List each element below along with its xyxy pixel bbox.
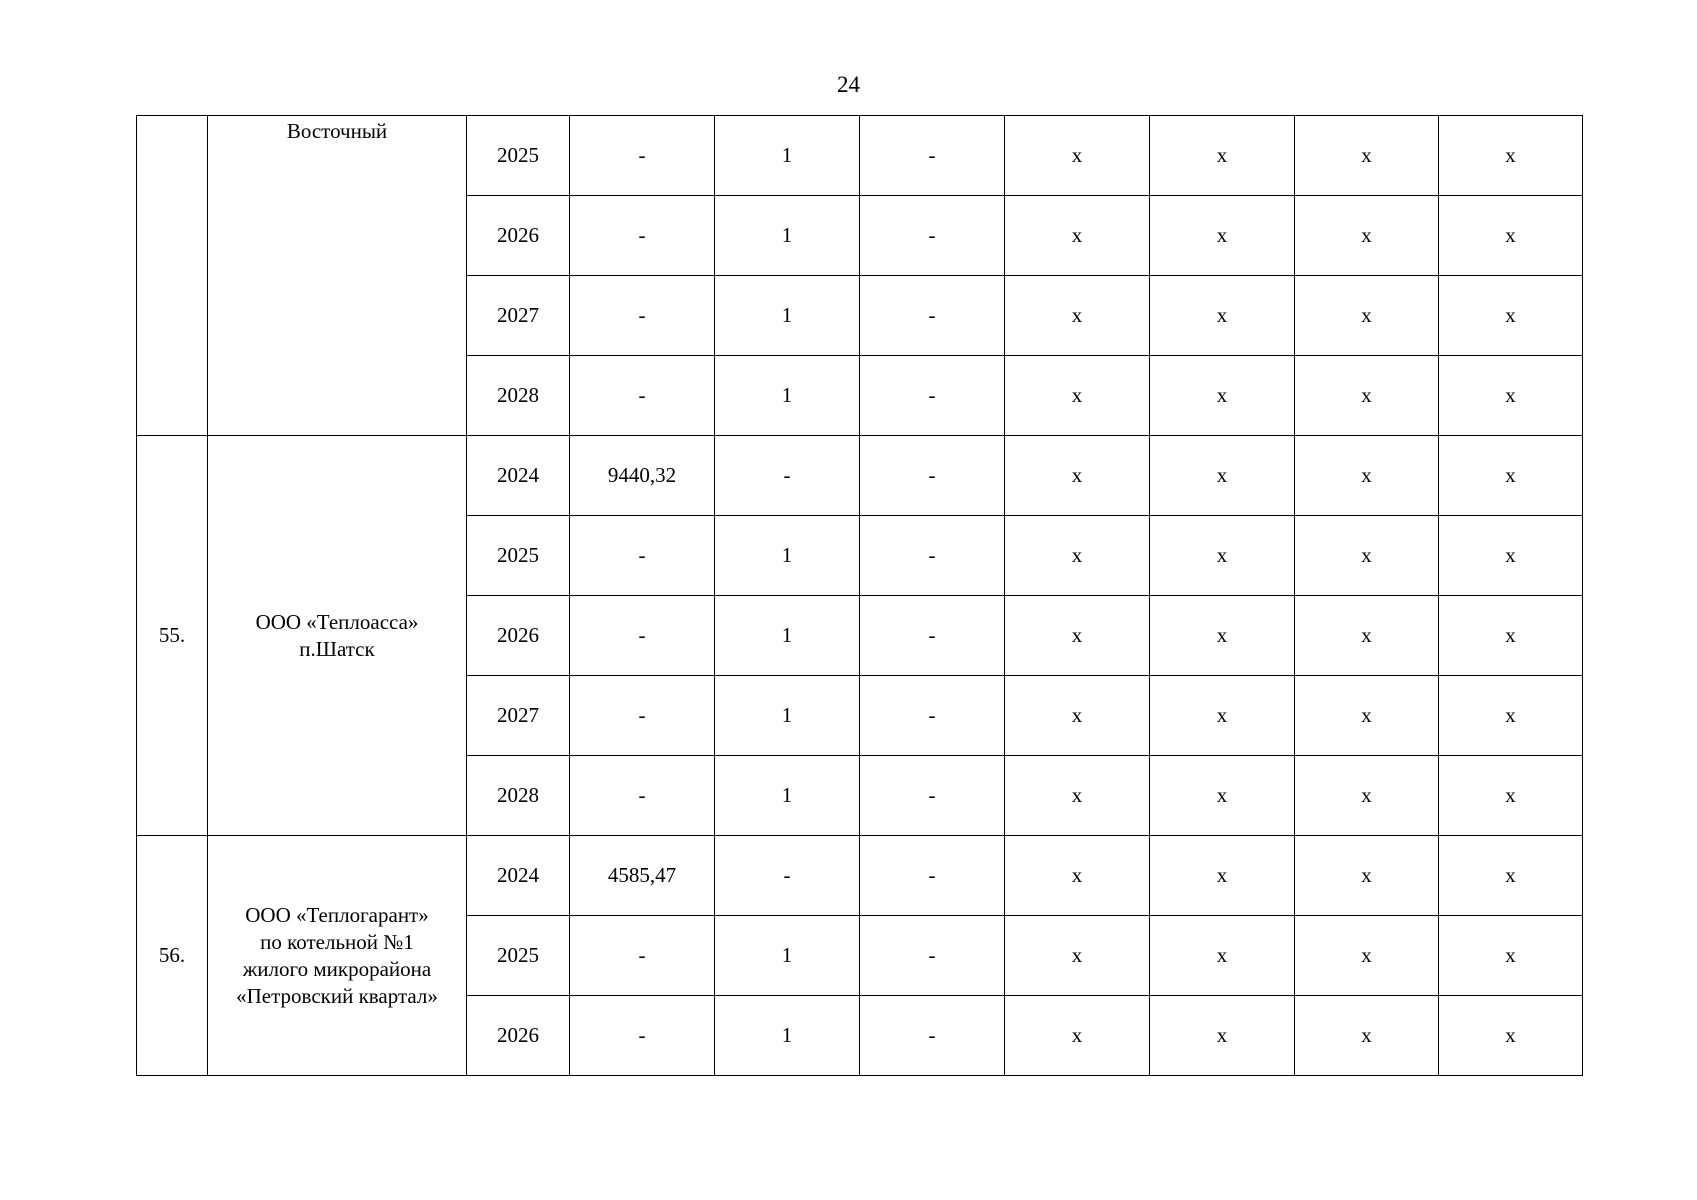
value-cell: 1 [715,916,860,996]
value-cell: x [1150,676,1295,756]
organization-name-line: Восточный [286,119,388,143]
value-cell: x [1005,676,1150,756]
value-cell: x [1295,756,1439,836]
value-cell: x [1005,116,1150,196]
value-cell: x [1295,676,1439,756]
value-cell: 4585,47 [570,836,715,916]
page-number: 24 [837,72,860,97]
value-cell: x [1295,916,1439,996]
year-cell: 2025 [467,116,570,196]
value-cell: x [1005,356,1150,436]
value-cell: - [570,196,715,276]
value-cell: x [1295,116,1439,196]
value-cell: x [1439,916,1583,996]
value-cell: x [1295,996,1439,1076]
value-cell: x [1150,916,1295,996]
value-cell: - [570,276,715,356]
value-cell: x [1150,436,1295,516]
tariff-table [136,115,1583,1076]
row-number-cell: 55. [137,436,208,836]
year-cell: 2024 [467,836,570,916]
value-cell: - [570,116,715,196]
value-cell: - [570,676,715,756]
value-cell: 9440,32 [570,436,715,516]
value-cell: 1 [715,276,860,356]
value-cell: - [570,596,715,676]
value-cell: x [1439,196,1583,276]
value-cell: x [1295,596,1439,676]
value-cell: 1 [715,676,860,756]
value-cell: x [1005,516,1150,596]
value-cell: x [1295,436,1439,516]
value-cell: x [1150,196,1295,276]
value-cell: - [860,916,1005,996]
value-cell: - [570,756,715,836]
value-cell: - [860,996,1005,1076]
value-cell: x [1439,116,1583,196]
value-cell: - [570,996,715,1076]
organization-name-line: п.Шатск [299,636,375,661]
organization-name-line: ООО «Теплоасса» [255,609,419,634]
year-cell: 2026 [467,196,570,276]
value-cell: - [860,116,1005,196]
table-body [137,116,1583,1076]
value-cell: 1 [715,596,860,676]
value-cell: x [1439,756,1583,836]
year-cell: 2027 [467,676,570,756]
value-cell: x [1295,836,1439,916]
value-cell: - [860,676,1005,756]
value-cell: x [1439,356,1583,436]
organization-name-line: жилого микрорайона [242,956,432,981]
value-cell: - [860,356,1005,436]
value-cell: x [1150,516,1295,596]
value-cell: x [1439,836,1583,916]
organization-name-line: ООО «Теплогарант» [245,902,429,927]
row-number-cell: 56. [137,836,208,1076]
value-cell: x [1150,276,1295,356]
value-cell: 1 [715,756,860,836]
value-cell: 1 [715,996,860,1076]
value-cell: x [1005,276,1150,356]
organization-cell [208,836,467,1076]
year-cell: 2028 [467,756,570,836]
value-cell: x [1150,596,1295,676]
value-cell: - [860,516,1005,596]
value-cell: x [1150,836,1295,916]
value-cell: - [860,196,1005,276]
value-cell: 1 [715,116,860,196]
organization-cell [208,436,467,836]
value-cell: - [715,436,860,516]
value-cell: - [860,596,1005,676]
value-cell: x [1005,836,1150,916]
year-cell: 2027 [467,276,570,356]
value-cell: - [860,436,1005,516]
value-cell: x [1150,756,1295,836]
value-cell: x [1295,196,1439,276]
year-cell: 2024 [467,436,570,516]
table-row [137,116,1583,196]
value-cell: x [1439,276,1583,356]
value-cell: - [715,836,860,916]
year-cell: 2026 [467,596,570,676]
value-cell: 1 [715,516,860,596]
value-cell: x [1150,116,1295,196]
value-cell: - [570,356,715,436]
year-cell: 2028 [467,356,570,436]
value-cell: x [1295,356,1439,436]
row-number-cell [137,116,208,436]
table-row [137,836,1583,916]
year-cell: 2025 [467,516,570,596]
value-cell: - [860,756,1005,836]
organization-name-line: «Петровский квартал» [236,983,438,1008]
year-cell: 2026 [467,996,570,1076]
value-cell: x [1439,996,1583,1076]
value-cell: x [1295,276,1439,356]
value-cell: x [1439,436,1583,516]
value-cell: - [860,276,1005,356]
value-cell: 1 [715,356,860,436]
value-cell: x [1295,516,1439,596]
value-cell: x [1005,996,1150,1076]
value-cell: x [1005,436,1150,516]
value-cell: - [570,916,715,996]
organization-name-line: по котельной №1 [260,929,414,954]
value-cell: x [1005,596,1150,676]
value-cell: x [1005,196,1150,276]
value-cell: - [860,836,1005,916]
year-cell: 2025 [467,916,570,996]
value-cell: - [570,516,715,596]
table-row [137,436,1583,516]
organization-cell [208,116,467,436]
value-cell: x [1439,516,1583,596]
value-cell: x [1005,756,1150,836]
value-cell: 1 [715,196,860,276]
value-cell: x [1439,676,1583,756]
value-cell: x [1005,916,1150,996]
value-cell: x [1150,356,1295,436]
value-cell: x [1150,996,1295,1076]
value-cell: x [1439,596,1583,676]
